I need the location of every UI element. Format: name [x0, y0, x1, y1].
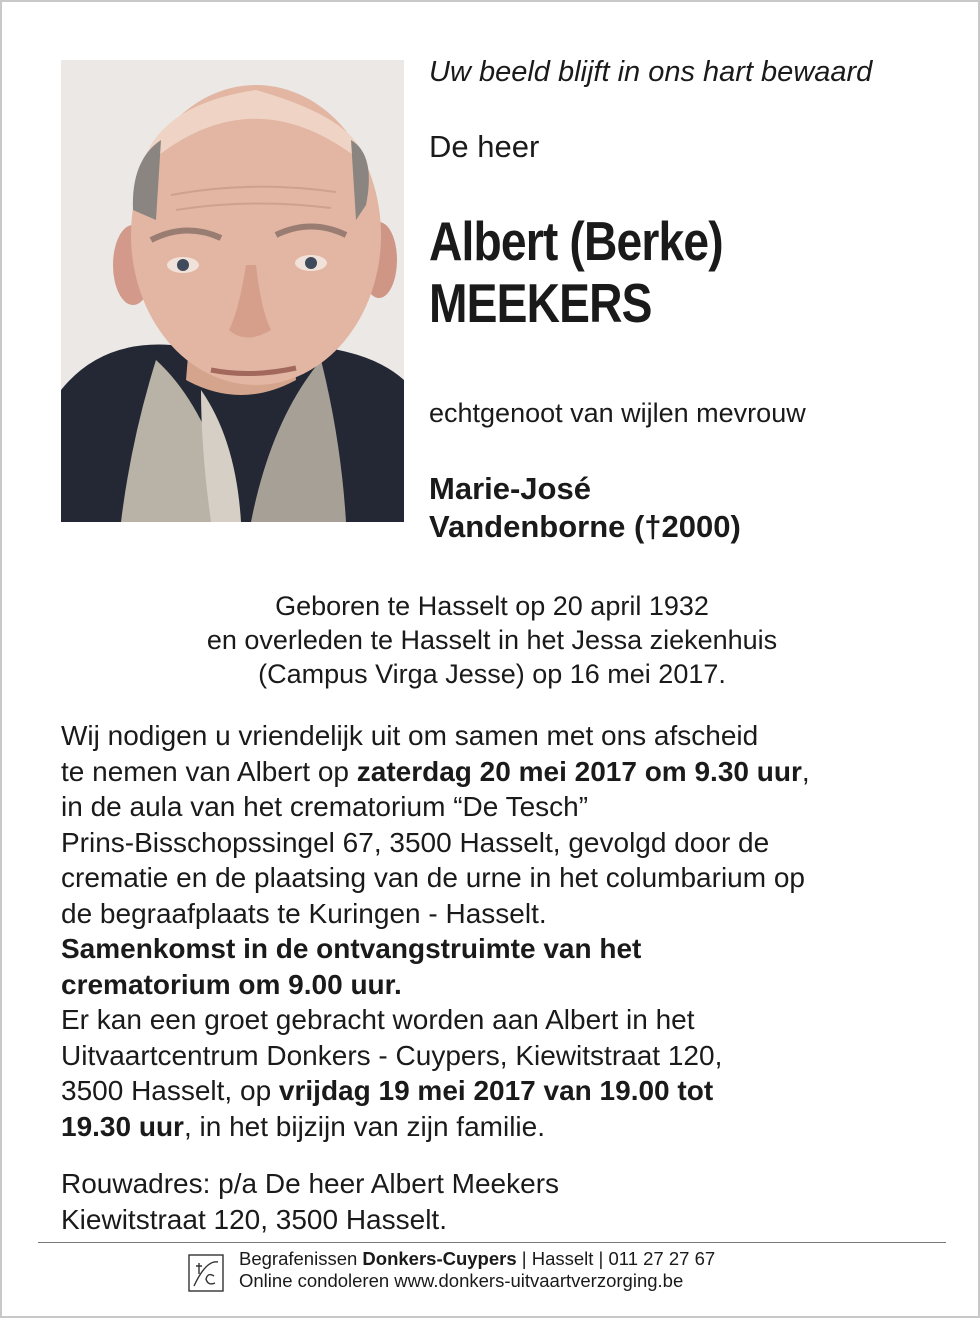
- invite-line: in de aula van het crematorium “De Tesch”: [61, 791, 589, 822]
- deceased-name: [429, 210, 723, 334]
- spouse-name: [429, 470, 741, 546]
- invite-line: Prins-Bisschopssingel 67, 3500 Hasselt, gevolgd door de: [61, 826, 770, 858]
- visitation-datetime: vrijdag 19 mei 2017 van 19.00 tot: [278, 1075, 714, 1106]
- footer-line: [239, 1248, 715, 1270]
- footer-text: Begrafenissen: [239, 1248, 363, 1269]
- company-name: Donkers-Cuypers: [362, 1248, 517, 1269]
- birth-death-info: [2, 589, 980, 691]
- invite-text: 3500 Hasselt, op: [61, 1075, 279, 1106]
- visitation-time: 19.30 uur: [61, 1110, 184, 1142]
- deceased-name-line2: MEEKERS: [429, 272, 652, 334]
- invite-line: Uitvaartcentrum Donkers - Cuypers, Kiewitstraat 120,: [61, 1039, 723, 1071]
- footer-website: Online condoleren www.donkers-uitvaartverzorging.be: [239, 1270, 684, 1291]
- birth-line: Geboren te Hasselt op 20 april 1932: [275, 591, 709, 621]
- death-date-line: (Campus Virga Jesse) op 16 mei 2017.: [258, 659, 726, 689]
- death-line: en overleden te Hasselt in het Jessa ziekenhuis: [206, 625, 778, 655]
- gathering-text: Samenkomst in de ontvangstruimte van het: [61, 933, 642, 964]
- invite-text: ,: [801, 755, 810, 787]
- ceremony-datetime: zaterdag 20 mei 2017 om 9.30 uur: [356, 755, 802, 787]
- salutation: De heer: [429, 129, 540, 164]
- portrait-illustration: [61, 60, 404, 522]
- gathering-text: crematorium om 9.00 uur.: [61, 968, 402, 1000]
- invite-line: [61, 754, 961, 790]
- invite-line: crematie en de plaatsing van de urne in het columbarium op: [61, 862, 805, 893]
- gathering-line: [61, 967, 961, 1003]
- mourning-address: [61, 1166, 559, 1238]
- invite-line: [61, 1109, 961, 1145]
- invite-text: , in het bijzijn van zijn familie.: [183, 1110, 545, 1142]
- footer-divider: [38, 1242, 946, 1243]
- spouse-name-line1: Marie-José: [429, 471, 591, 506]
- deceased-name-line1: Albert (Berke): [429, 210, 723, 272]
- relation-text: echtgenoot van wijlen mevrouw: [429, 398, 806, 428]
- address-line: Kiewitstraat 120, 3500 Hasselt.: [61, 1204, 447, 1235]
- address-line: Rouwadres: p/a De heer Albert Meekers: [61, 1168, 560, 1199]
- ceremony-invitation: [61, 718, 961, 1144]
- footer-contact: | Hasselt | 011 27 27 67: [516, 1248, 716, 1269]
- invite-line: Er kan een groet gebracht worden aan Albert in het: [61, 1004, 695, 1035]
- invite-line: de begraafplaats te Kuringen - Hasselt.: [61, 897, 547, 929]
- gathering-line: [61, 931, 961, 967]
- motto: Uw beeld blijft in ons hart bewaard: [429, 56, 873, 88]
- invite-line: Wij nodigen u vriendelijk uit om samen met ons afscheid: [61, 720, 759, 751]
- invite-text: te nemen van Albert op: [61, 755, 357, 787]
- spouse-name-line2: Vandenborne (†2000): [429, 509, 741, 544]
- funeral-home-logo-icon: [188, 1254, 224, 1292]
- portrait-photo: [61, 60, 404, 522]
- funeral-home-footer: [239, 1248, 715, 1292]
- invite-line: [61, 1073, 961, 1109]
